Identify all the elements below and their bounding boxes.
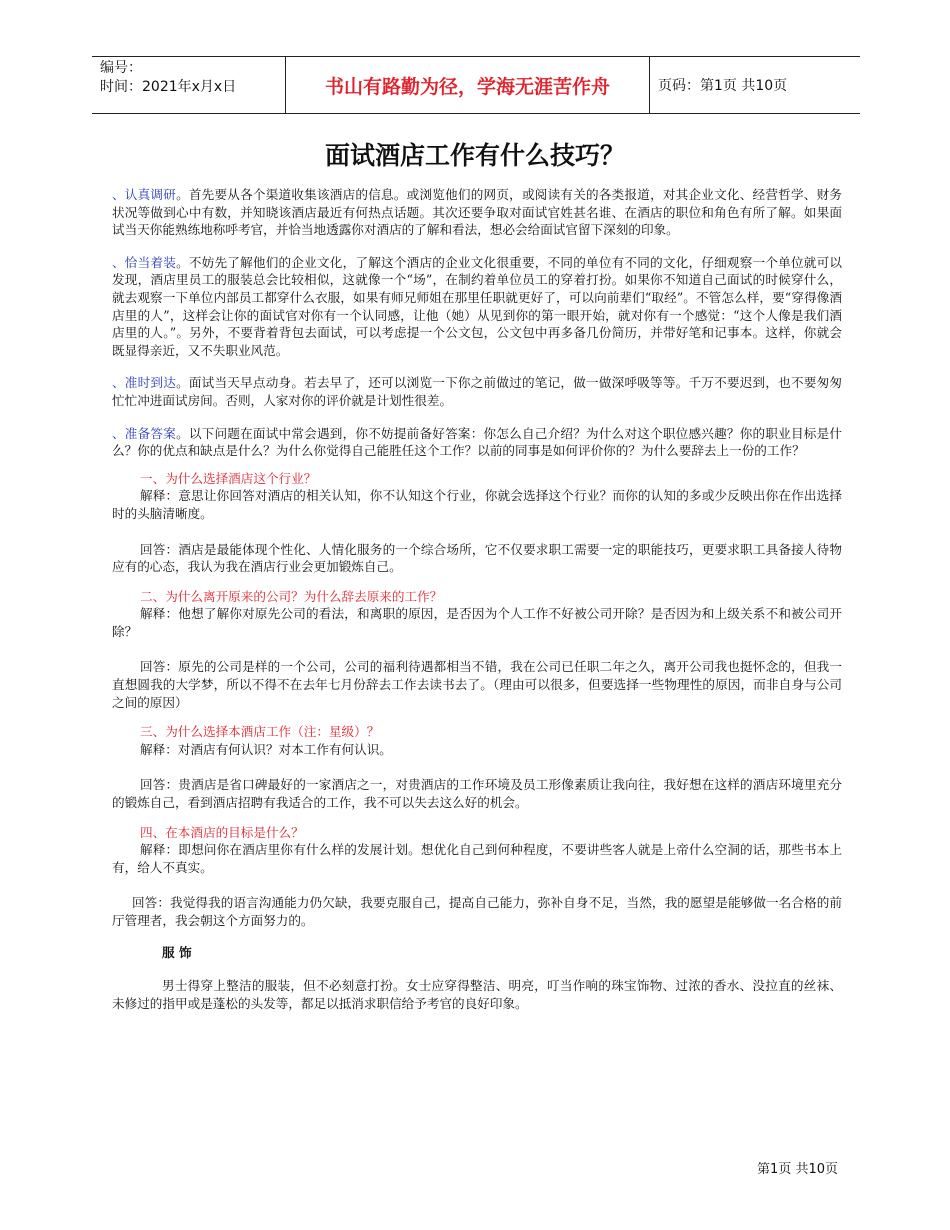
section-text: 。首先要从各个渠道收集该酒店的信息。或浏览他们的网页，或阅读有关的各类报道，对其企业文化、经营哲学、财务状况等做到心中有数，并知晓该酒店最近有何热点话题。其次还要争取对面试官姓甚名谁、在酒店的职位和角色有所了解。如果面试当天你能熟练地称呼考官，并恰当地透露你对酒店的了解和看法，想必会给面试官留下深刻的印象。 bbox=[112, 187, 843, 238]
question-heading: 三、为什么选择本酒店工作（注：星级）？ bbox=[140, 724, 380, 740]
section-answers bbox=[112, 425, 842, 460]
question-heading: 一、为什么选择酒店这个行业？ bbox=[140, 470, 317, 486]
question-answer: 回答：酒店是最能体现个性化、人情化服务的一个综合场所，它不仅要求职工需要一定的职能技巧，更要求职工具备接人待物应有的心态，我认为我在酒店行业会更加锻炼自己。 bbox=[112, 541, 842, 575]
question-explain: 解释：他想了解你对原先公司的看法，和离职的原因，是否因为个人工作不好被公司开除？是否因为和上级关系不和被公司开除？ bbox=[112, 606, 842, 639]
question-answer: 回答：贵酒店是省口碑最好的一家酒店之一，对贵酒店的工作环境及员工形像素质让我向往，我好想在这样的酒店环境里充分的锻炼自己，看到酒店招聘有我适合的工作，我不可以失去这么好的机会。 bbox=[112, 777, 842, 811]
section-text: 。面试当天早点动身。若去早了，还可以浏览一下你之前做过的笔记，做一做深呼吸等等。千万不要迟到，也不要匆匆忙忙冲进面试房间。否则，人家对你的评价就是计划性很差。 bbox=[112, 375, 843, 408]
question-answer: 回答：我觉得我的语言沟通能力仍欠缺，我要克服自己，提高自己能力，弥补自身不足，当然，我的愿望是能够做一名合格的前厅管理者，我会朝这个方面努力的。 bbox=[112, 895, 842, 928]
question-answer: 回答：原先的公司是样的一个公司，公司的福利待遇都相当不错，我在公司已任职二年之久，离开公司我也挺怀念的，但我一直想圆我的大学梦，所以不得不在去年七月份辞去工作去读书去了。（理由可以很多，但要选择一些物理性的原因，而非自身与公司之间的原因） bbox=[112, 659, 842, 710]
section-research bbox=[112, 186, 842, 239]
section-lead: 、认真调研 bbox=[112, 187, 177, 202]
section-lead: 、恰当着装 bbox=[112, 254, 177, 270]
section-lead: 、准备答案 bbox=[112, 425, 177, 441]
document-title: 面试酒店工作有什么技巧？ bbox=[324, 141, 625, 170]
page-header bbox=[92, 56, 860, 114]
header-page-info: 页码：第1页 共10页 bbox=[658, 78, 788, 94]
question-heading: 二、为什么离开原来的公司？为什么辞去原来的工作？ bbox=[140, 588, 443, 604]
clothing-text: 男士得穿上整洁的服装，但不必刻意打扮。女士应穿得整洁、明亮，叮当作响的珠宝饰物、过浓的香水、没拉直的丝袜、未修过的指甲或是蓬松的头发等，都足以抵消求职信给予考官的良好印象。 bbox=[112, 978, 842, 1011]
number-label: 编号： bbox=[100, 60, 142, 76]
section-lead: 、准时到达 bbox=[112, 375, 177, 391]
clothing-heading: 服 饰 bbox=[162, 944, 192, 960]
header-motto: 书山有路勤为径，学海无涯苦作舟 bbox=[286, 57, 650, 113]
question-explain: 解释：即想问你在酒店里你有什么样的发展计划。想优化自己到何种程度，不要讲些客人就是上帝什么空洞的话，那些书本上有，给人不真实。 bbox=[112, 842, 842, 875]
document-body bbox=[112, 186, 842, 1012]
section-text: 。不妨先了解他们的企业文化，了解这个酒店的企业文化很重要，不同的单位有不同的文化，仔细观察一个单位就可以发现，酒店里员工的服装总会比较相似，这就像一个“场”，在制约着单位员工的穿着打扮。如果你不知道自己面试的时候穿什么，就去观察一下单位内部员工都穿什么衣服，如果有师兄师姐在那里任职就更好了，可以向前辈们“取经”。不管怎么样，要“穿得像酒店里的人”，这样会让你的面试官对你有一个认同感，让他（她）从见到你的第一眼开始，就对你有一个感觉：“这个人像是我们酒店里的人。”。另外，不要背着背包去面试，可以考虑提一个公文包，公文包中再多备几份简历，并带好笔和记事本。这样，你就会既显得亲近，又不失职业风范。 bbox=[112, 254, 843, 358]
header-meta bbox=[92, 57, 286, 113]
page-footer: 第1页 共10页 bbox=[757, 1162, 838, 1177]
question-explain: 解释：意思让你回答对酒店的相关认知，你不认知这个行业，你就会选择这个行业？而你的认知的多或少反映出你在作出选择时的头脑清晰度。 bbox=[112, 488, 842, 521]
section-text: 。以下问题在面试中常会遇到，你不妨提前备好答案：你怎么自己介绍？为什么对这个职位感兴趣？你的职业目标是什么？你的优点和缺点是什么？为什么你觉得自己能胜任这个工作？以前的同事是如何评价你的？为什么要辞去上一份的工作？ bbox=[112, 425, 843, 459]
time-label: 时间：2021年x月x日 bbox=[100, 79, 237, 95]
section-punctual bbox=[112, 374, 842, 409]
question-explain: 解释：对酒店有何认识？对本工作有何认识。 bbox=[140, 741, 392, 757]
question-heading: 四、在本酒店的目标是什么？ bbox=[140, 824, 304, 840]
section-attire bbox=[112, 254, 842, 360]
